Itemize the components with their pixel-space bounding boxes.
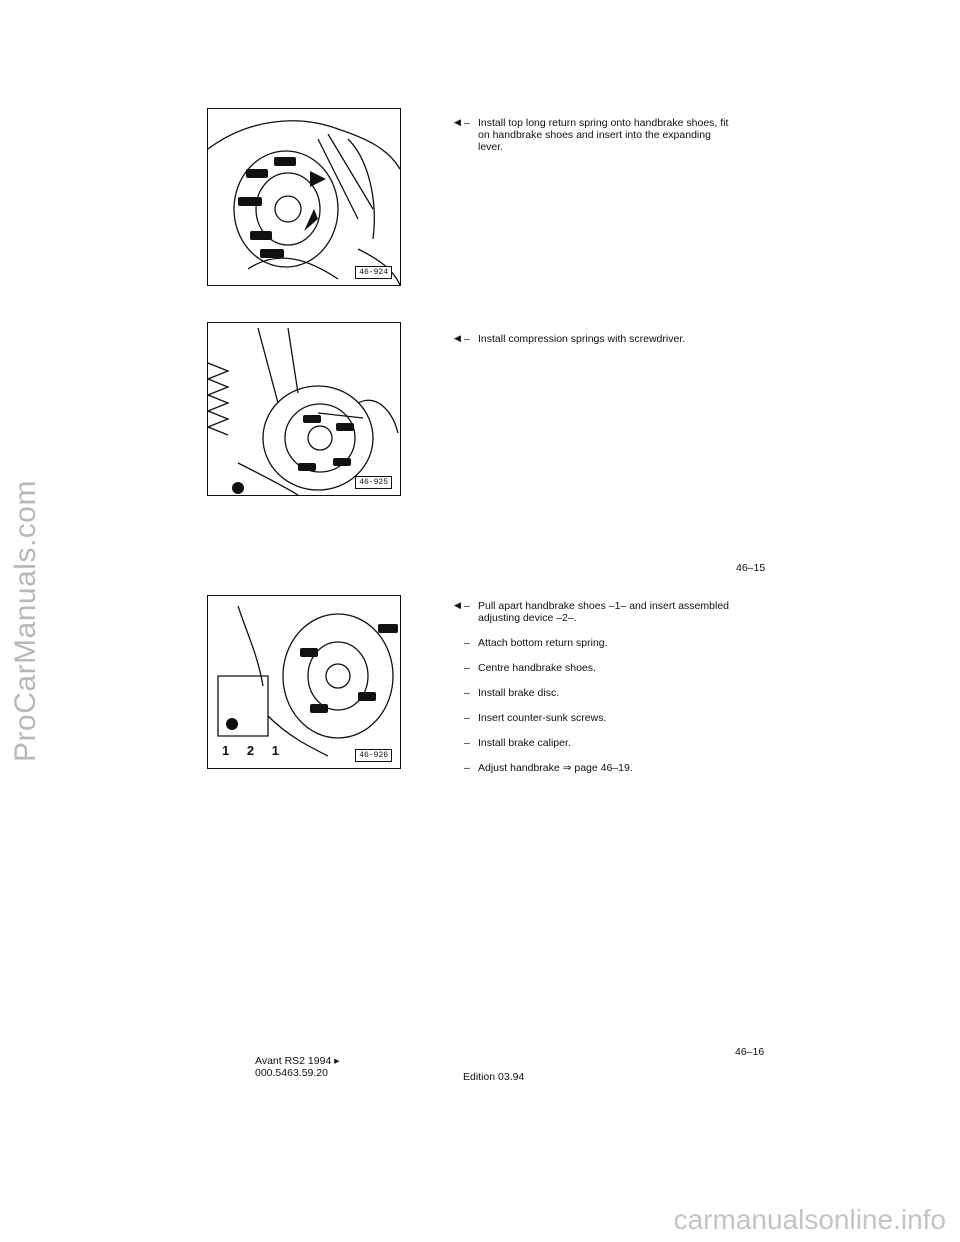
- bottom-watermark: carmanualsonline.info: [673, 1204, 946, 1235]
- arrow-left-icon: ◀: [454, 117, 461, 127]
- figure-46-925: [207, 322, 401, 496]
- callout-label: 1: [271, 743, 279, 758]
- instruction-step: ◀ – Pull apart handbrake shoes –1– and insert assembled adjusting device –2–.: [456, 600, 732, 624]
- instruction-step: – Install brake caliper.: [464, 737, 571, 750]
- figure-number: 46-926: [355, 749, 392, 762]
- figure-illustration: [208, 323, 400, 495]
- step-text: Install top long return spring onto handbrake shoes, fit on handbrake shoes and insert into the expanding lever.: [478, 117, 729, 154]
- instruction-step: – Insert counter-sunk screws.: [464, 712, 607, 725]
- step-text: Install compression springs with screwdriver.: [478, 333, 686, 345]
- instruction-step: – Attach bottom return spring.: [464, 637, 608, 650]
- footer-model: [255, 1055, 339, 1079]
- instruction-step: ◀ – Install compression springs with screwdriver.: [454, 333, 686, 345]
- instruction-step: ◀ – Install top long return spring onto handbrake shoes, fit on handbrake shoes and insert into the expanding lever.: [456, 117, 732, 153]
- instruction-step: – Install brake disc.: [464, 687, 560, 700]
- step-block-3: [456, 600, 732, 788]
- figure-number: 46-925: [355, 476, 392, 489]
- figure-callouts: [222, 743, 293, 758]
- page-number-upper: 46–15: [736, 562, 766, 574]
- instruction-step: – Adjust handbrake ⇒ page 46–19.: [464, 762, 633, 775]
- step-text: Install brake disc.: [478, 687, 560, 700]
- step-text: Attach bottom return spring.: [478, 637, 608, 650]
- arrow-left-icon: ◀: [454, 333, 461, 343]
- page-number-lower: 46–16: [735, 1046, 765, 1058]
- figure-number: 46-924: [355, 266, 392, 279]
- step-text: Install brake caliper.: [478, 737, 571, 750]
- part-number: 000.5463.59.20: [255, 1067, 328, 1080]
- callout-label: 2: [246, 743, 255, 758]
- step-text: Insert counter-sunk screws.: [478, 712, 607, 725]
- step-text: Pull apart handbrake shoes –1– and insert assembled adjusting device –2–.: [478, 600, 729, 625]
- step-text: Centre handbrake shoes.: [478, 662, 596, 675]
- step-text: Adjust handbrake ⇒ page 46–19.: [478, 762, 633, 775]
- step-block-1: [456, 117, 732, 166]
- arrow-left-icon: ◀: [454, 600, 461, 610]
- figure-46-926: [207, 595, 401, 769]
- figure-illustration: [208, 109, 400, 285]
- step-block-2: [456, 333, 732, 358]
- model-line: Avant RS2 1994 ▸: [255, 1055, 340, 1067]
- instruction-step: – Centre handbrake shoes.: [464, 662, 596, 675]
- footer-edition: Edition 03.94: [463, 1071, 525, 1083]
- side-watermark: ProCarManuals.com: [9, 480, 42, 762]
- figure-46-924: [207, 108, 401, 286]
- callout-label: 1: [222, 743, 230, 758]
